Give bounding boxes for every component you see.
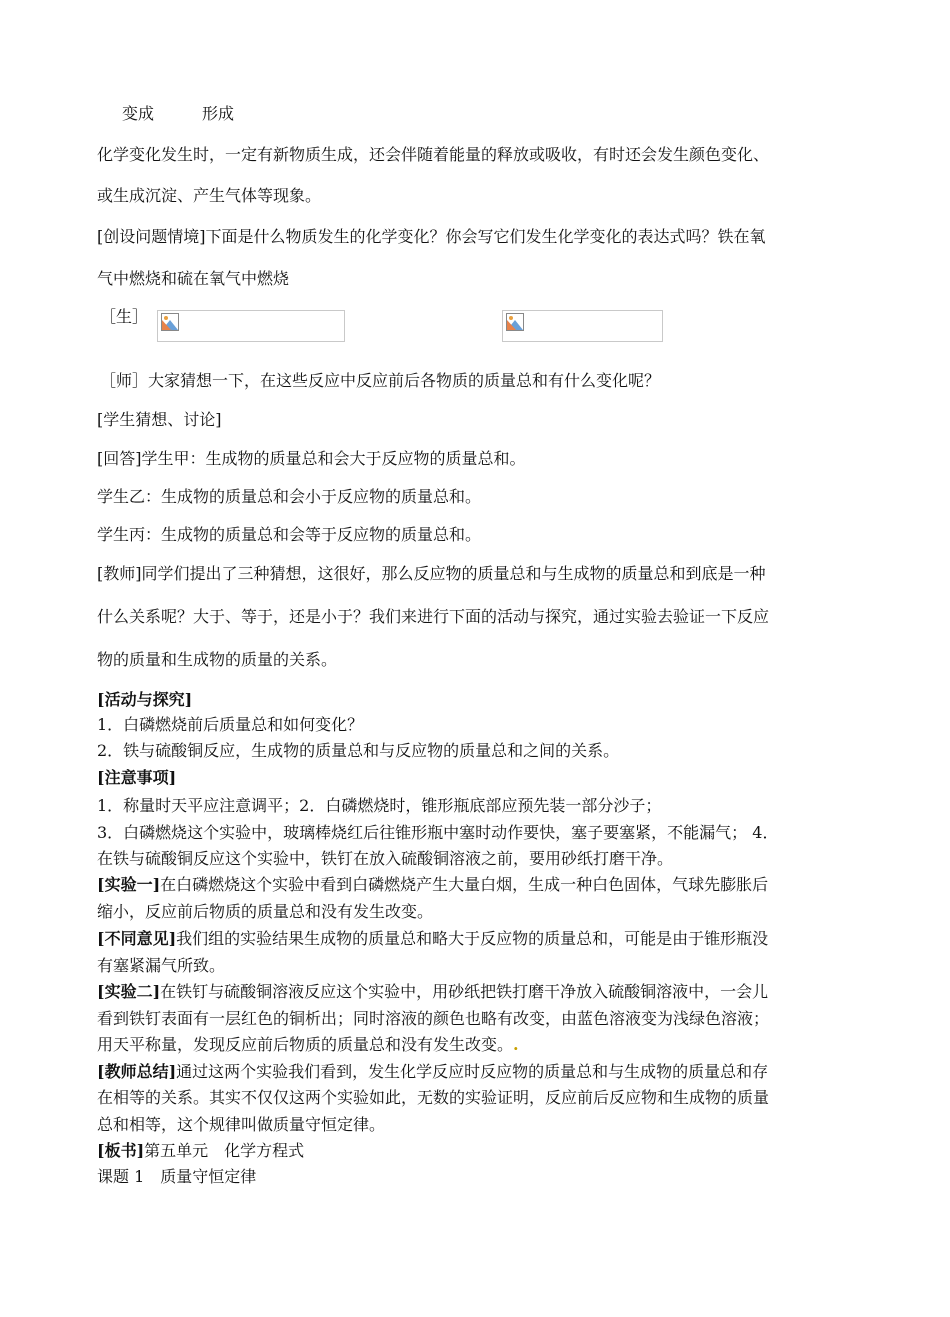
equation-image-1 xyxy=(157,310,345,342)
text-line-10: 学生乙：生成物的质量总和会小于反应物的质量总和。 xyxy=(97,487,482,506)
text-line-28 xyxy=(97,1034,519,1056)
text-line-14: 物的质量和生成物的质量的关系。 xyxy=(97,650,338,669)
text-line-27: 看到铁钉表面有一层红色的铜析出；同时溶液的颜色也略有改变，由蓝色溶液变为浅绿色溶液； xyxy=(97,1009,770,1028)
text-line-3: 或生成沉淀、产生气体等现象。 xyxy=(97,186,322,205)
different-opinion-line xyxy=(97,928,768,950)
text-line-12: [教师]同学们提出了三种猜想，这很好，那么反应物的质量总和与生成物的质量总和到底是一种 xyxy=(97,564,766,583)
section-heading-activity: [活动与探究] xyxy=(97,690,193,709)
board-text: 第五单元 化学方程式 xyxy=(144,1141,305,1160)
text-line-21: 在铁与硫酸铜反应这个实验中，铁钉在放入硫酸铜溶液之前，要用砂纸打磨干净。 xyxy=(97,849,674,868)
text-line-5: 气中燃烧和硫在氧气中燃烧 xyxy=(97,269,290,288)
text-line-11: 学生丙：生成物的质量总和会等于反应物的质量总和。 xyxy=(97,525,482,544)
text-line-8: [学生猜想、讨论] xyxy=(97,410,222,429)
board-label: [板书] xyxy=(97,1141,145,1160)
equation-image-2 xyxy=(502,310,663,342)
student-label: ［生］ xyxy=(100,307,149,326)
teacher-summary-text: 通过这两个实验我们看到，发生化学反应时反应物的质量总和与生成物的质量总和存 xyxy=(176,1062,769,1081)
text-line-16: 1．白磷燃烧前后质量总和如何变化？ xyxy=(97,715,364,734)
teacher-summary-label: [教师总结] xyxy=(97,1062,177,1081)
text-line-1: 变成 形成 xyxy=(122,104,235,123)
broken-image-icon xyxy=(506,313,524,331)
text-line-9: [回答]学生甲：生成物的质量总和会大于反应物的质量总和。 xyxy=(97,449,526,468)
experiment-one-line xyxy=(97,874,768,896)
text-line-30: 在相等的关系。其实不仅仅这两个实验如此，无数的实验证明，反应前后反应物和生成物的质量 xyxy=(97,1088,770,1107)
different-opinion-text: 我们组的实验结果生成物的质量总和略大于反应物的质量总和，可能是由于锥形瓶没 xyxy=(176,929,769,948)
text-line-23: 缩小，反应前后物质的质量总和没有发生改变。 xyxy=(97,902,434,921)
broken-image-icon xyxy=(161,313,179,331)
teacher-summary-line xyxy=(97,1061,768,1083)
highlight-dot: . xyxy=(513,1035,519,1054)
text-line-17: 2．铁与硫酸铜反应，生成物的质量总和与反应物的质量总和之间的关系。 xyxy=(97,741,620,760)
text-line-4: [创设问题情境]下面是什么物质发生的化学变化？你会写它们发生化学变化的表达式吗？铁在氧 xyxy=(97,227,766,246)
text-line-31: 总和相等，这个规律叫做质量守恒定律。 xyxy=(97,1115,386,1134)
experiment-two-line xyxy=(97,981,768,1003)
lesson-title-line: 课题 1 质量守恒定律 xyxy=(97,1167,257,1186)
text-line-7: ［师］大家猜想一下，在这些反应中反应前后各物质的质量总和有什么变化呢？ xyxy=(100,371,661,390)
experiment-one-text: 在白磷燃烧这个实验中看到白磷燃烧产生大量白烟，生成一种白色固体，气球先膨胀后 xyxy=(160,875,769,894)
text-line-28-body: 用天平称量，发现反应前后物质的质量总和没有发生改变。 xyxy=(97,1035,514,1054)
different-opinion-label: [不同意见] xyxy=(97,929,177,948)
text-line-19: 1．称量时天平应注意调平；2．白磷燃烧时，锥形瓶底部应预先装一部分沙子； xyxy=(97,796,662,815)
text-line-13: 什么关系呢？大于、等于，还是小于？我们来进行下面的活动与探究，通过实验去验证一下反应 xyxy=(97,607,770,626)
text-line-20: 3．白磷燃烧这个实验中，玻璃棒烧红后往锥形瓶中塞时动作要快，塞子要塞紧，不能漏气； 4． xyxy=(97,823,779,842)
experiment-two-text: 在铁钉与硫酸铜溶液反应这个实验中，用砂纸把铁打磨干净放入硫酸铜溶液中，一会儿 xyxy=(160,982,769,1001)
text-line-2: 化学变化发生时，一定有新物质生成，还会伴随着能量的释放或吸收，有时还会发生颜色变化、 xyxy=(97,145,770,164)
experiment-one-label: [实验一] xyxy=(97,875,161,894)
board-line xyxy=(97,1140,304,1162)
experiment-two-label: [实验二] xyxy=(97,982,161,1001)
section-heading-notes: [注意事项] xyxy=(97,768,177,787)
text-line-25: 有塞紧漏气所致。 xyxy=(97,956,226,975)
